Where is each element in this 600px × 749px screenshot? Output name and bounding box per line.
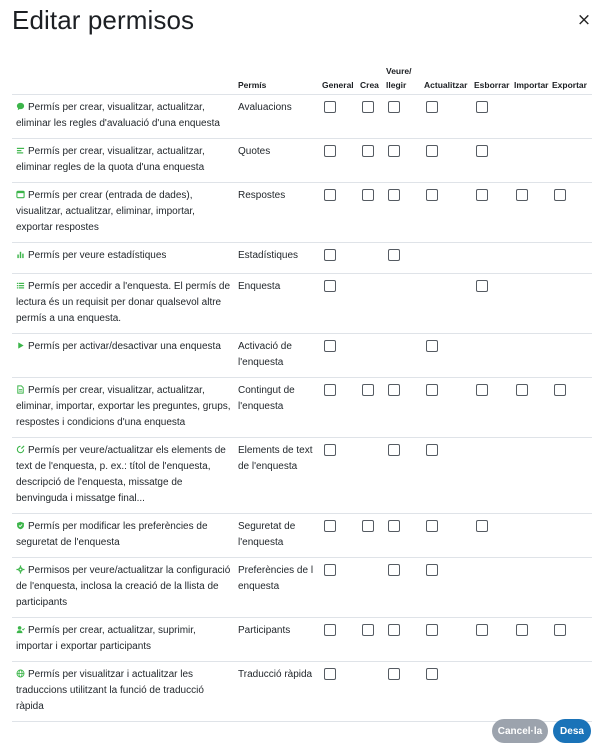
chat-icon	[16, 102, 25, 111]
cell-delete	[474, 377, 514, 437]
import-checkbox[interactable]	[516, 624, 528, 636]
permission-name: Respostes	[238, 189, 286, 201]
read-checkbox[interactable]	[388, 249, 400, 261]
permission-description: Permís per accedir a l'enquesta. El permís de lectura és un requisit per donar qualsevol altre permís a una enquesta.	[16, 280, 231, 324]
general-checkbox[interactable]	[324, 668, 336, 680]
modal-title: Editar permisos	[12, 5, 195, 35]
read-checkbox[interactable]	[388, 668, 400, 680]
table-row	[12, 273, 592, 333]
update-checkbox[interactable]	[426, 520, 438, 532]
cell-update	[424, 513, 474, 557]
cell-read	[386, 513, 424, 557]
permission-name: Avaluacions	[238, 101, 292, 113]
user-icon	[16, 625, 25, 634]
permission-description: Permís per crear, visualitzar, actualitzar, eliminar, importar, exportar les preguntes, grups, respostes i condicions d'una enquesta	[16, 384, 231, 428]
create-checkbox[interactable]	[362, 520, 374, 532]
update-checkbox[interactable]	[426, 624, 438, 636]
create-checkbox[interactable]	[362, 145, 374, 157]
permission-description-cell	[12, 513, 238, 557]
permission-description: Permís per crear, actualitzar, suprimir, importar i exportar participants	[16, 624, 196, 652]
cell-update	[424, 377, 474, 437]
read-checkbox[interactable]	[388, 101, 400, 113]
permissions-table-body	[12, 94, 592, 721]
table-header-row	[12, 60, 592, 94]
cell-delete	[474, 242, 514, 273]
cell-import	[514, 377, 552, 437]
cell-update	[424, 94, 474, 138]
cell-read	[386, 94, 424, 138]
general-checkbox[interactable]	[324, 564, 336, 576]
read-checkbox[interactable]	[388, 384, 400, 396]
permission-description-cell	[12, 437, 238, 513]
document-icon	[16, 385, 25, 394]
cell-general	[322, 94, 360, 138]
cancel-button[interactable]: Cancel·la	[492, 719, 548, 743]
update-checkbox[interactable]	[426, 564, 438, 576]
cell-export	[552, 94, 592, 138]
cell-general	[322, 333, 360, 377]
permission-name: Contingut de l'enquesta	[238, 384, 295, 412]
cell-create	[360, 661, 386, 721]
header-export: Exportar	[552, 79, 587, 90]
cell-delete	[474, 617, 514, 661]
table-row	[12, 377, 592, 437]
permission-name: Participants	[238, 624, 291, 636]
update-checkbox[interactable]	[426, 340, 438, 352]
read-checkbox[interactable]	[388, 145, 400, 157]
read-checkbox[interactable]	[388, 624, 400, 636]
import-checkbox[interactable]	[516, 384, 528, 396]
permission-name: Activació de l'enquesta	[238, 340, 292, 368]
cell-general	[322, 242, 360, 273]
cell-create	[360, 94, 386, 138]
cell-update	[424, 182, 474, 242]
cell-export	[552, 333, 592, 377]
update-checkbox[interactable]	[426, 668, 438, 680]
cell-export	[552, 617, 592, 661]
read-checkbox[interactable]	[388, 520, 400, 532]
permission-description: Permís per visualitzar i actualitzar les traduccions utilitzant la funció de traducció ràpida	[16, 668, 204, 712]
cell-create	[360, 557, 386, 617]
table-row	[12, 617, 592, 661]
bar-chart-icon	[16, 250, 25, 259]
delete-checkbox[interactable]	[476, 280, 488, 292]
cell-create	[360, 513, 386, 557]
table-row	[12, 94, 592, 138]
cell-import	[514, 242, 552, 273]
export-checkbox[interactable]	[554, 189, 566, 201]
delete-checkbox[interactable]	[476, 520, 488, 532]
permission-description-cell	[12, 182, 238, 242]
cell-delete	[474, 513, 514, 557]
cell-export	[552, 138, 592, 182]
cell-general	[322, 377, 360, 437]
window-icon	[16, 190, 25, 199]
cell-read	[386, 182, 424, 242]
cell-delete	[474, 661, 514, 721]
permission-description-cell	[12, 557, 238, 617]
cell-general	[322, 661, 360, 721]
cell-create	[360, 333, 386, 377]
table-row	[12, 333, 592, 377]
update-checkbox[interactable]	[426, 189, 438, 201]
export-checkbox[interactable]	[554, 384, 566, 396]
edit-icon	[16, 445, 25, 454]
permission-name: Seguretat de l'enquesta	[238, 520, 296, 548]
cell-general	[322, 557, 360, 617]
general-checkbox[interactable]	[324, 280, 336, 292]
shield-icon	[16, 521, 25, 530]
header-read: Veure/ llegir	[386, 65, 412, 90]
permission-name: Quotes	[238, 145, 271, 157]
cell-update	[424, 557, 474, 617]
cell-update	[424, 617, 474, 661]
header-permission: Permís	[238, 79, 267, 90]
cell-import	[514, 617, 552, 661]
cell-import	[514, 273, 552, 333]
cell-update	[424, 273, 474, 333]
delete-checkbox[interactable]	[476, 384, 488, 396]
cell-read	[386, 557, 424, 617]
general-checkbox[interactable]	[324, 444, 336, 456]
table-row	[12, 513, 592, 557]
table-row	[12, 661, 592, 721]
cell-general	[322, 617, 360, 661]
permission-name: Estadístiques	[238, 249, 299, 261]
delete-checkbox[interactable]	[476, 189, 488, 201]
general-checkbox[interactable]	[324, 101, 336, 113]
header-create: Crea	[360, 79, 379, 90]
close-button[interactable]: ×	[574, 10, 594, 30]
general-checkbox[interactable]	[324, 189, 336, 201]
cell-update	[424, 242, 474, 273]
cell-read	[386, 377, 424, 437]
cell-export	[552, 661, 592, 721]
permission-description-cell	[12, 617, 238, 661]
permission-description-cell	[12, 94, 238, 138]
update-checkbox[interactable]	[426, 384, 438, 396]
cell-import	[514, 661, 552, 721]
play-icon	[16, 341, 25, 350]
general-checkbox[interactable]	[324, 384, 336, 396]
header-import: Importar	[514, 79, 549, 90]
cell-create	[360, 273, 386, 333]
cell-create	[360, 182, 386, 242]
general-checkbox[interactable]	[324, 145, 336, 157]
cell-general	[322, 437, 360, 513]
globe-icon	[16, 669, 25, 678]
cell-import	[514, 333, 552, 377]
header-delete: Esborrar	[474, 79, 510, 90]
cell-export	[552, 242, 592, 273]
cell-read	[386, 333, 424, 377]
cell-import	[514, 94, 552, 138]
cell-export	[552, 513, 592, 557]
permission-description-cell	[12, 242, 238, 273]
table-row	[12, 242, 592, 273]
cell-general	[322, 513, 360, 557]
cell-delete	[474, 94, 514, 138]
cell-read	[386, 617, 424, 661]
cell-export	[552, 557, 592, 617]
cell-update	[424, 437, 474, 513]
create-checkbox[interactable]	[362, 101, 374, 113]
cell-import	[514, 138, 552, 182]
gear-icon	[16, 565, 25, 574]
list-lines-icon	[16, 146, 25, 155]
table-row	[12, 182, 592, 242]
cell-export	[552, 437, 592, 513]
permission-description: Permís per veure/actualitzar els elements de text de l'enquesta, p. ex.: títol de l'enquesta, descripció de l'enquesta, missatge de benvinguda i missatge final...	[16, 444, 226, 504]
cell-export	[552, 273, 592, 333]
read-checkbox[interactable]	[388, 189, 400, 201]
update-checkbox[interactable]	[426, 145, 438, 157]
general-checkbox[interactable]	[324, 249, 336, 261]
create-checkbox[interactable]	[362, 624, 374, 636]
table-row	[12, 437, 592, 513]
cell-delete	[474, 273, 514, 333]
table-row	[12, 138, 592, 182]
delete-checkbox[interactable]	[476, 624, 488, 636]
cell-delete	[474, 333, 514, 377]
cell-update	[424, 661, 474, 721]
permissions-table	[12, 60, 592, 722]
cell-read	[386, 138, 424, 182]
cell-read	[386, 661, 424, 721]
read-checkbox[interactable]	[388, 564, 400, 576]
cell-create	[360, 242, 386, 273]
save-button[interactable]: Desa	[553, 719, 591, 743]
permission-description: Permís per activar/desactivar una enquesta	[28, 340, 221, 352]
cell-export	[552, 377, 592, 437]
cell-create	[360, 138, 386, 182]
header-general: General	[322, 79, 354, 90]
cell-general	[322, 273, 360, 333]
cell-read	[386, 242, 424, 273]
cell-general	[322, 138, 360, 182]
import-checkbox[interactable]	[516, 189, 528, 201]
create-checkbox[interactable]	[362, 384, 374, 396]
cell-update	[424, 138, 474, 182]
cell-import	[514, 182, 552, 242]
header-description	[12, 60, 238, 94]
cell-create	[360, 437, 386, 513]
permission-description-cell	[12, 333, 238, 377]
permission-name: Preferències de l enquesta	[238, 564, 314, 592]
update-checkbox[interactable]	[426, 101, 438, 113]
permission-description: Permís per crear (entrada de dades), visualitzar, actualitzar, eliminar, importar, exportar respostes	[16, 189, 195, 233]
header-update: Actualitzar	[424, 79, 468, 90]
permission-description: Permís per veure estadístiques	[28, 249, 167, 261]
permission-description: Permís per crear, visualitzar, actualitzar, eliminar regles de la quota d'una enquesta	[16, 145, 205, 173]
cell-import	[514, 557, 552, 617]
permission-name: Elements de text de l'enquesta	[238, 444, 313, 472]
permission-description-cell	[12, 138, 238, 182]
permission-name: Enquesta	[238, 280, 281, 292]
cell-delete	[474, 138, 514, 182]
cell-export	[552, 182, 592, 242]
delete-checkbox[interactable]	[476, 145, 488, 157]
create-checkbox[interactable]	[362, 189, 374, 201]
cell-import	[514, 513, 552, 557]
cell-delete	[474, 182, 514, 242]
cell-delete	[474, 437, 514, 513]
cell-update	[424, 333, 474, 377]
cell-delete	[474, 557, 514, 617]
permission-name: Traducció ràpida	[238, 668, 313, 680]
cell-general	[322, 182, 360, 242]
permission-description: Permisos per veure/actualitzar la configuració de l'enquesta, inclosa la creació de la llista de participants	[16, 564, 231, 608]
permission-description-cell	[12, 377, 238, 437]
delete-checkbox[interactable]	[476, 101, 488, 113]
permission-description: Permís per modificar les preferències de seguretat de l'enquesta	[16, 520, 208, 548]
general-checkbox[interactable]	[324, 624, 336, 636]
cell-import	[514, 437, 552, 513]
table-row	[12, 557, 592, 617]
cell-create	[360, 617, 386, 661]
permission-description-cell	[12, 661, 238, 721]
export-checkbox[interactable]	[554, 624, 566, 636]
cell-read	[386, 273, 424, 333]
permission-description-cell	[12, 273, 238, 333]
read-checkbox[interactable]	[388, 444, 400, 456]
general-checkbox[interactable]	[324, 340, 336, 352]
update-checkbox[interactable]	[426, 444, 438, 456]
general-checkbox[interactable]	[324, 520, 336, 532]
list-icon	[16, 281, 25, 290]
permission-description: Permís per crear, visualitzar, actualitzar, eliminar les regles d'avaluació d'una enquesta	[16, 101, 220, 129]
cell-create	[360, 377, 386, 437]
cell-read	[386, 437, 424, 513]
